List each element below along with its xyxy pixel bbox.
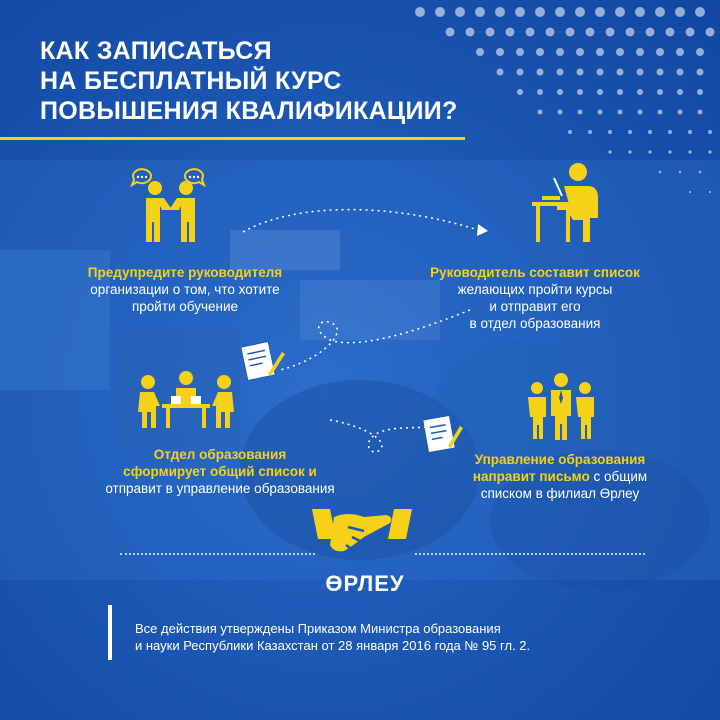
person-writing-icon [528,160,608,245]
step-4-highlight-line-2: направит письмо [472,469,590,484]
step-3-text-line-1: отправит в управление образования [105,481,335,496]
meeting-table-icon [136,370,236,430]
group-people-icon [525,372,597,444]
document-pen-icon [240,338,288,386]
footer-line-1: Все действия утверждены Приказом Министра образования [135,621,501,636]
step-3-highlight-line-2: сформирует общий список и [123,464,317,479]
step-2-text-line-3: в отдел образования [469,316,601,331]
logo-name: ӨРЛЕУ [325,571,405,596]
step-1-text-line-1: организации о том, что хотите [90,282,280,297]
logo-divider-left [120,553,315,555]
step-4-line-2 [440,468,680,485]
step-3 [90,446,350,497]
handshake-people-icon [128,168,218,248]
title-line-2: НА БЕСПЛАТНЫЙ КУРС [40,67,342,95]
step-4-text-line-1: с общим [593,469,648,484]
footer-line-2: и науки Республики Казахстан от 28 января 2016 года № 95 гл. 2. [135,638,531,653]
step-3-highlight-line-1: Отдел образования [153,447,287,462]
title-line-3: ПОВЫШЕНИЯ КВАЛИФИКАЦИИ? [40,97,458,125]
step-4 [440,451,680,502]
handshake-logo-icon [312,505,412,567]
title-line-1: КАК ЗАПИСАТЬСЯ [40,37,272,65]
step-4-highlight-line-1: Управление образования [474,452,646,467]
footer-bar [108,605,112,660]
arrowhead-step2 [477,224,488,236]
step-1-highlight: Предупредите руководителя [87,265,283,280]
step-1-text-line-2: пройти обучение [131,299,239,314]
step-4-text-line-2: списком в филиал Өрлеу [480,486,640,501]
connector-step1-step2 [243,210,478,232]
step-2-text-line-2: и отправит его [489,299,581,314]
step-2 [400,264,670,332]
step-2-highlight: Руководитель составит список [430,265,640,280]
step-2-text-line-1: желающих пройти курсы [457,282,613,297]
step-1 [60,264,310,315]
logo-divider-right [415,553,645,555]
footer-note [135,620,675,654]
